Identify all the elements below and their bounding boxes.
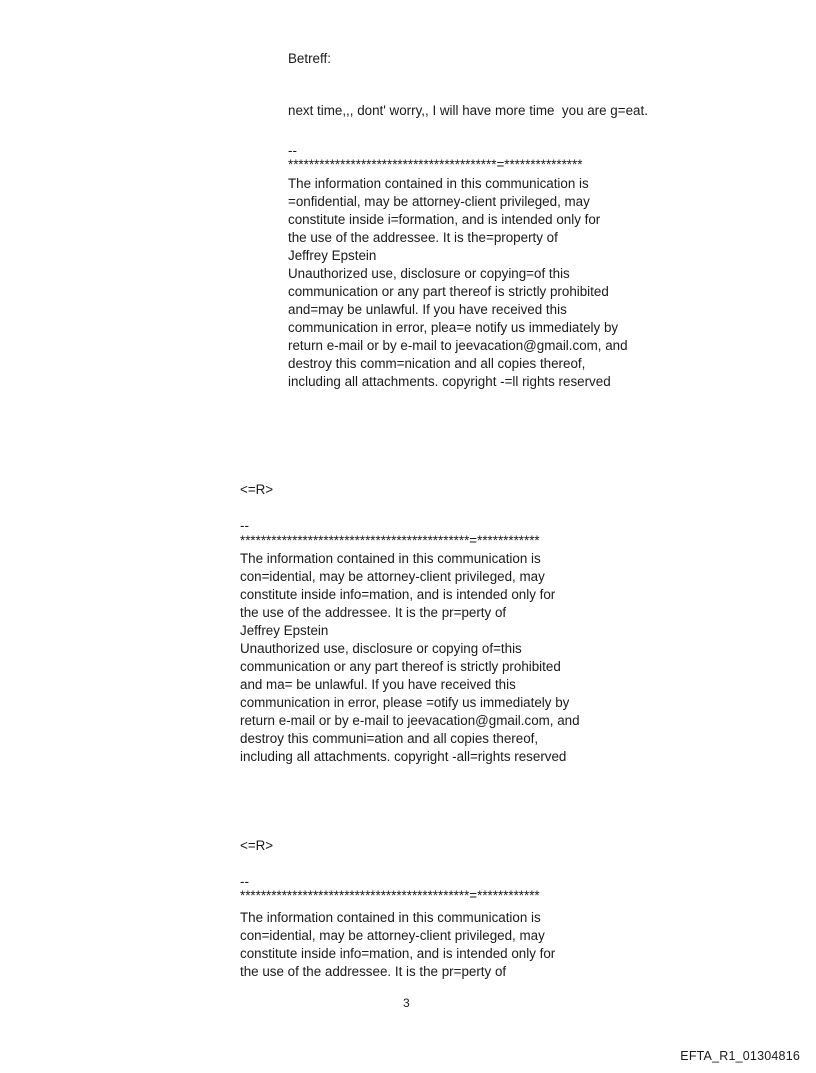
disclaimer-line: and=may be unlawful. If you have received this <box>288 302 567 317</box>
star-divider: ********************************************=************ <box>240 888 540 903</box>
disclaimer-line: constitute inside i=formation, and is intended only for <box>288 212 601 227</box>
disclaimer-line: communication in error, plea=e notify us immediately by <box>288 320 619 335</box>
subject-label: Betreff: <box>288 51 331 66</box>
reply-marker: <=R> <box>240 482 274 497</box>
reply-marker: <=R> <box>240 838 274 853</box>
disclaimer-line: con=idential, may be attorney-client privileged, may <box>240 928 545 943</box>
disclaimer-line: including all attachments. copyright -=ll rights reserved <box>288 374 611 389</box>
disclaimer-line: communication in error, please =otify us immediately by <box>240 695 570 710</box>
disclaimer-line: Jeffrey Epstein <box>288 248 377 263</box>
message-line: next time,,, dont' worry,, I will have more time you are g=eat. <box>288 103 648 118</box>
star-divider: ********************************************=************ <box>240 533 540 548</box>
disclaimer-line: The information contained in this communication is <box>240 551 541 566</box>
disclaimer-line: including all attachments. copyright -all=rights reserved <box>240 749 567 764</box>
page-number: 3 <box>403 996 410 1010</box>
disclaimer-line: The information contained in this communication is <box>240 910 541 925</box>
disclaimer-line: constitute inside info=mation, and is intended only for <box>240 587 556 602</box>
disclaimer-line: destroy this comm=nication and all copies thereof, <box>288 356 586 371</box>
disclaimer-line: destroy this communi=ation and all copies thereof, <box>240 731 539 746</box>
disclaimer-line: communication or any part thereof is strictly prohibited <box>240 659 561 674</box>
signature-separator: -- <box>288 143 297 158</box>
disclaimer-line: return e-mail or by e-mail to jeevacation@gmail.com, and <box>288 338 628 353</box>
disclaimer-line: and ma= be unlawful. If you have received this <box>240 677 516 692</box>
disclaimer-line: constitute inside info=mation, and is intended only for <box>240 946 556 961</box>
disclaimer-line: return e-mail or by e-mail to jeevacation@gmail.com, and <box>240 713 580 728</box>
disclaimer-line: Jeffrey Epstein <box>240 623 329 638</box>
signature-separator: -- <box>240 874 249 889</box>
disclaimer-line: the use of the addressee. It is the=property of <box>288 230 558 245</box>
document-id: EFTA_R1_01304816 <box>680 1049 800 1063</box>
disclaimer-line: The information contained in this communication is <box>288 176 589 191</box>
disclaimer-line: Unauthorized use, disclosure or copying=of this <box>288 266 570 281</box>
disclaimer-line: the use of the addressee. It is the pr=perty of <box>240 605 507 620</box>
disclaimer-line: communication or any part thereof is strictly prohibited <box>288 284 609 299</box>
star-divider: ****************************************=*************** <box>288 157 583 172</box>
disclaimer-line: =onfidential, may be attorney-client privileged, may <box>288 194 590 209</box>
disclaimer-line: con=idential, may be attorney-client privileged, may <box>240 569 545 584</box>
disclaimer-line: Unauthorized use, disclosure or copying of=this <box>240 641 522 656</box>
signature-separator: -- <box>240 518 249 533</box>
disclaimer-line: the use of the addressee. It is the pr=perty of <box>240 964 507 979</box>
